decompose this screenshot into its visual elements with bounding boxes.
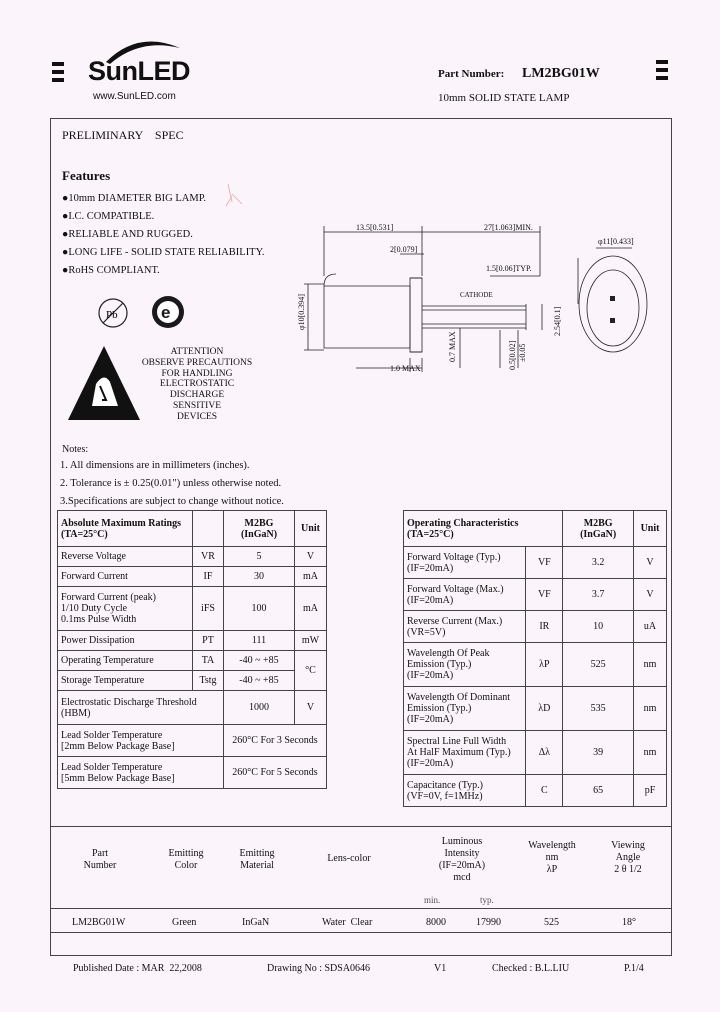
col-typ: typ. [480, 895, 494, 905]
table-row: Reverse Current (Max.) (VR=5V) IR 10 uA [404, 611, 667, 643]
selection-mid-rule [51, 908, 671, 909]
table-row: Storage Temperature Tstg -40 ~ +85 [58, 671, 327, 691]
selection-bottom-rule [51, 932, 671, 933]
attention-line: SENSITIVE [172, 400, 222, 411]
footer [0, 963, 720, 977]
feature-item: ●RoHS COMPLIANT. [62, 265, 160, 276]
left-bars-icon [52, 62, 64, 86]
brand-logo: SunLED [88, 56, 190, 86]
cathode-label: CATHODE [460, 291, 493, 299]
page-number: P.1/4 [624, 963, 644, 974]
col-luminous-intensity: Luminous Intensity (IF=20mA) mcd [438, 836, 486, 883]
row-wavelength: 525 [544, 917, 559, 928]
note-item: 1. All dimensions are in millimeters (inches). [60, 460, 250, 471]
col-emitting-material: Emitting Material [239, 848, 275, 871]
table-row: Power Dissipation PT 111 mW [58, 631, 327, 651]
drawing-number: Drawing No : SDSA0646 [267, 963, 371, 974]
col-part-number: Part Number [83, 848, 117, 871]
op-char-table [403, 510, 667, 807]
dim-lead-sq: 0.5[0.02] [508, 340, 517, 370]
table-row: Wavelength Of Peak Emission (Typ.) (IF=20mA) λP 525 nm [404, 643, 667, 687]
dim-max: 0.7 MAX [448, 331, 457, 362]
op-char-unit-header: Unit [634, 511, 667, 547]
website-link[interactable]: www.SunLED.com [93, 91, 176, 102]
op-char-part-header: M2BG (InGaN) [563, 511, 634, 547]
row-lens: Water Clear [322, 917, 373, 928]
published-date: Published Date : MAR 22,2008 [73, 963, 202, 974]
dim-lead-length: 27[1.063]MIN. [484, 223, 533, 232]
table-row: Operating Temperature TA -40 ~ +85 °C [58, 651, 327, 671]
table-row: Forward Voltage (Typ.) (IF=20mA) VF 3.2 V [404, 547, 667, 579]
selection-top-rule [51, 826, 671, 827]
rohs-icon [150, 294, 186, 330]
table-row: Capacitance (Typ.) (VF=0V, f=1MHz) C 65 pF [404, 775, 667, 807]
op-char-title: Operating Characteristics (TA=25°C) [404, 511, 563, 547]
pb-free-icon [96, 296, 130, 330]
row-angle: 18° [622, 917, 636, 928]
notes-title: Notes: [62, 444, 89, 455]
svg-text:e: e [161, 303, 171, 322]
product-title: 10mm SOLID STATE LAMP [438, 92, 570, 104]
col-lens-color: Lens-color [327, 853, 371, 864]
table-row: Spectral Line Full Width At HalF Maximum (Typ.) (IF=20mA) Δλ 39 nm [404, 731, 667, 775]
checked-by: Checked : B.L.LIU [492, 963, 570, 974]
attention-line: FOR HANDLING [161, 368, 233, 379]
row-material: InGaN [242, 917, 270, 928]
right-bars-icon [656, 60, 668, 84]
row-min: 8000 [426, 917, 446, 928]
pb-label: Pb [106, 309, 118, 321]
note-item: 2. Tolerance is ± 0.25(0.01") unless otherwise noted. [60, 478, 282, 489]
row-part: LM2BG01W [72, 917, 126, 928]
dim-lead-offset: 1.5[0.06]TYP. [486, 264, 532, 273]
dim-flange: 2[0.079] [390, 245, 418, 254]
note-item: 3.Specifications are subject to change without notice. [60, 496, 284, 507]
table-row: Reverse Voltage VR 5 V [58, 547, 327, 567]
table-row [0, 917, 720, 931]
version: V1 [434, 963, 447, 974]
attention-line: DEVICES [176, 411, 218, 422]
dim-one-max: 1.0 MAX [390, 364, 421, 373]
table-row: Lead Solder Temperature [5mm Below Package Base] 260°C For 5 Seconds [58, 757, 327, 789]
table-row: Forward Current IF 30 mA [58, 567, 327, 587]
dim-lead-tol: ±0.05 [518, 343, 527, 362]
part-number-label: Part Number: [438, 68, 505, 80]
attention-line: OBSERVE PRECAUTIONS [141, 357, 253, 368]
abs-max-table [57, 510, 327, 789]
feature-item: ●I.C. COMPATIBLE. [62, 211, 155, 222]
col-wavelength: Wavelength nm λP [528, 840, 576, 875]
row-color: Green [172, 917, 197, 928]
esd-warning-icon [66, 344, 142, 422]
col-emitting-color: Emitting Color [168, 848, 204, 871]
dim-body-length: 13.5[0.531] [356, 223, 394, 232]
table-row: Forward Voltage (Max.) (IF=20mA) VF 3.7 V [404, 579, 667, 611]
dim-body-dia: φ10[0.394] [297, 294, 306, 330]
features-heading: Features [62, 168, 111, 183]
table-row: Electrostatic Discharge Threshold (HBM) 1000 V [58, 691, 327, 725]
notes-list [60, 457, 284, 511]
dim-top-dia: φ11[0.433] [598, 237, 634, 246]
spec-title: PRELIMINARY SPEC [62, 128, 184, 142]
table-row: Lead Solder Temperature [2mm Below Package Base] 260°C For 3 Seconds [58, 725, 327, 757]
pen-mark-icon [224, 182, 244, 208]
attention-line: ATTENTION [170, 347, 224, 357]
abs-max-unit-header: Unit [295, 511, 327, 547]
feature-item: ●RELIABLE AND RUGGED. [62, 229, 193, 240]
table-row: Wavelength Of Dominant Emission (Typ.) (IF=20mA) λD 535 nm [404, 687, 667, 731]
table-row: Forward Current (peak) 1/10 Duty Cycle 0.1ms Pulse Width iFS 100 mA [58, 587, 327, 631]
abs-max-part-header: M2BG (InGaN) [224, 511, 295, 547]
col-min: min. [424, 895, 441, 905]
attention-line: ELECTROSTATIC [159, 379, 235, 390]
dim-pitch: 2.54[0.1] [553, 306, 562, 336]
part-number-value: LM2BG01W [522, 66, 600, 81]
row-typ: 17990 [476, 917, 501, 928]
feature-item: ●10mm DIAMETER BIG LAMP. [62, 193, 207, 204]
abs-max-title: Absolute Maximum Ratings (TA=25°C) [58, 511, 193, 547]
attention-text [132, 347, 262, 423]
col-viewing-angle: Viewing Angle 2 θ 1/2 [611, 840, 645, 875]
feature-item: ●LONG LIFE - SOLID STATE RELIABILITY. [62, 247, 265, 258]
attention-line: DISCHARGE [169, 390, 225, 401]
